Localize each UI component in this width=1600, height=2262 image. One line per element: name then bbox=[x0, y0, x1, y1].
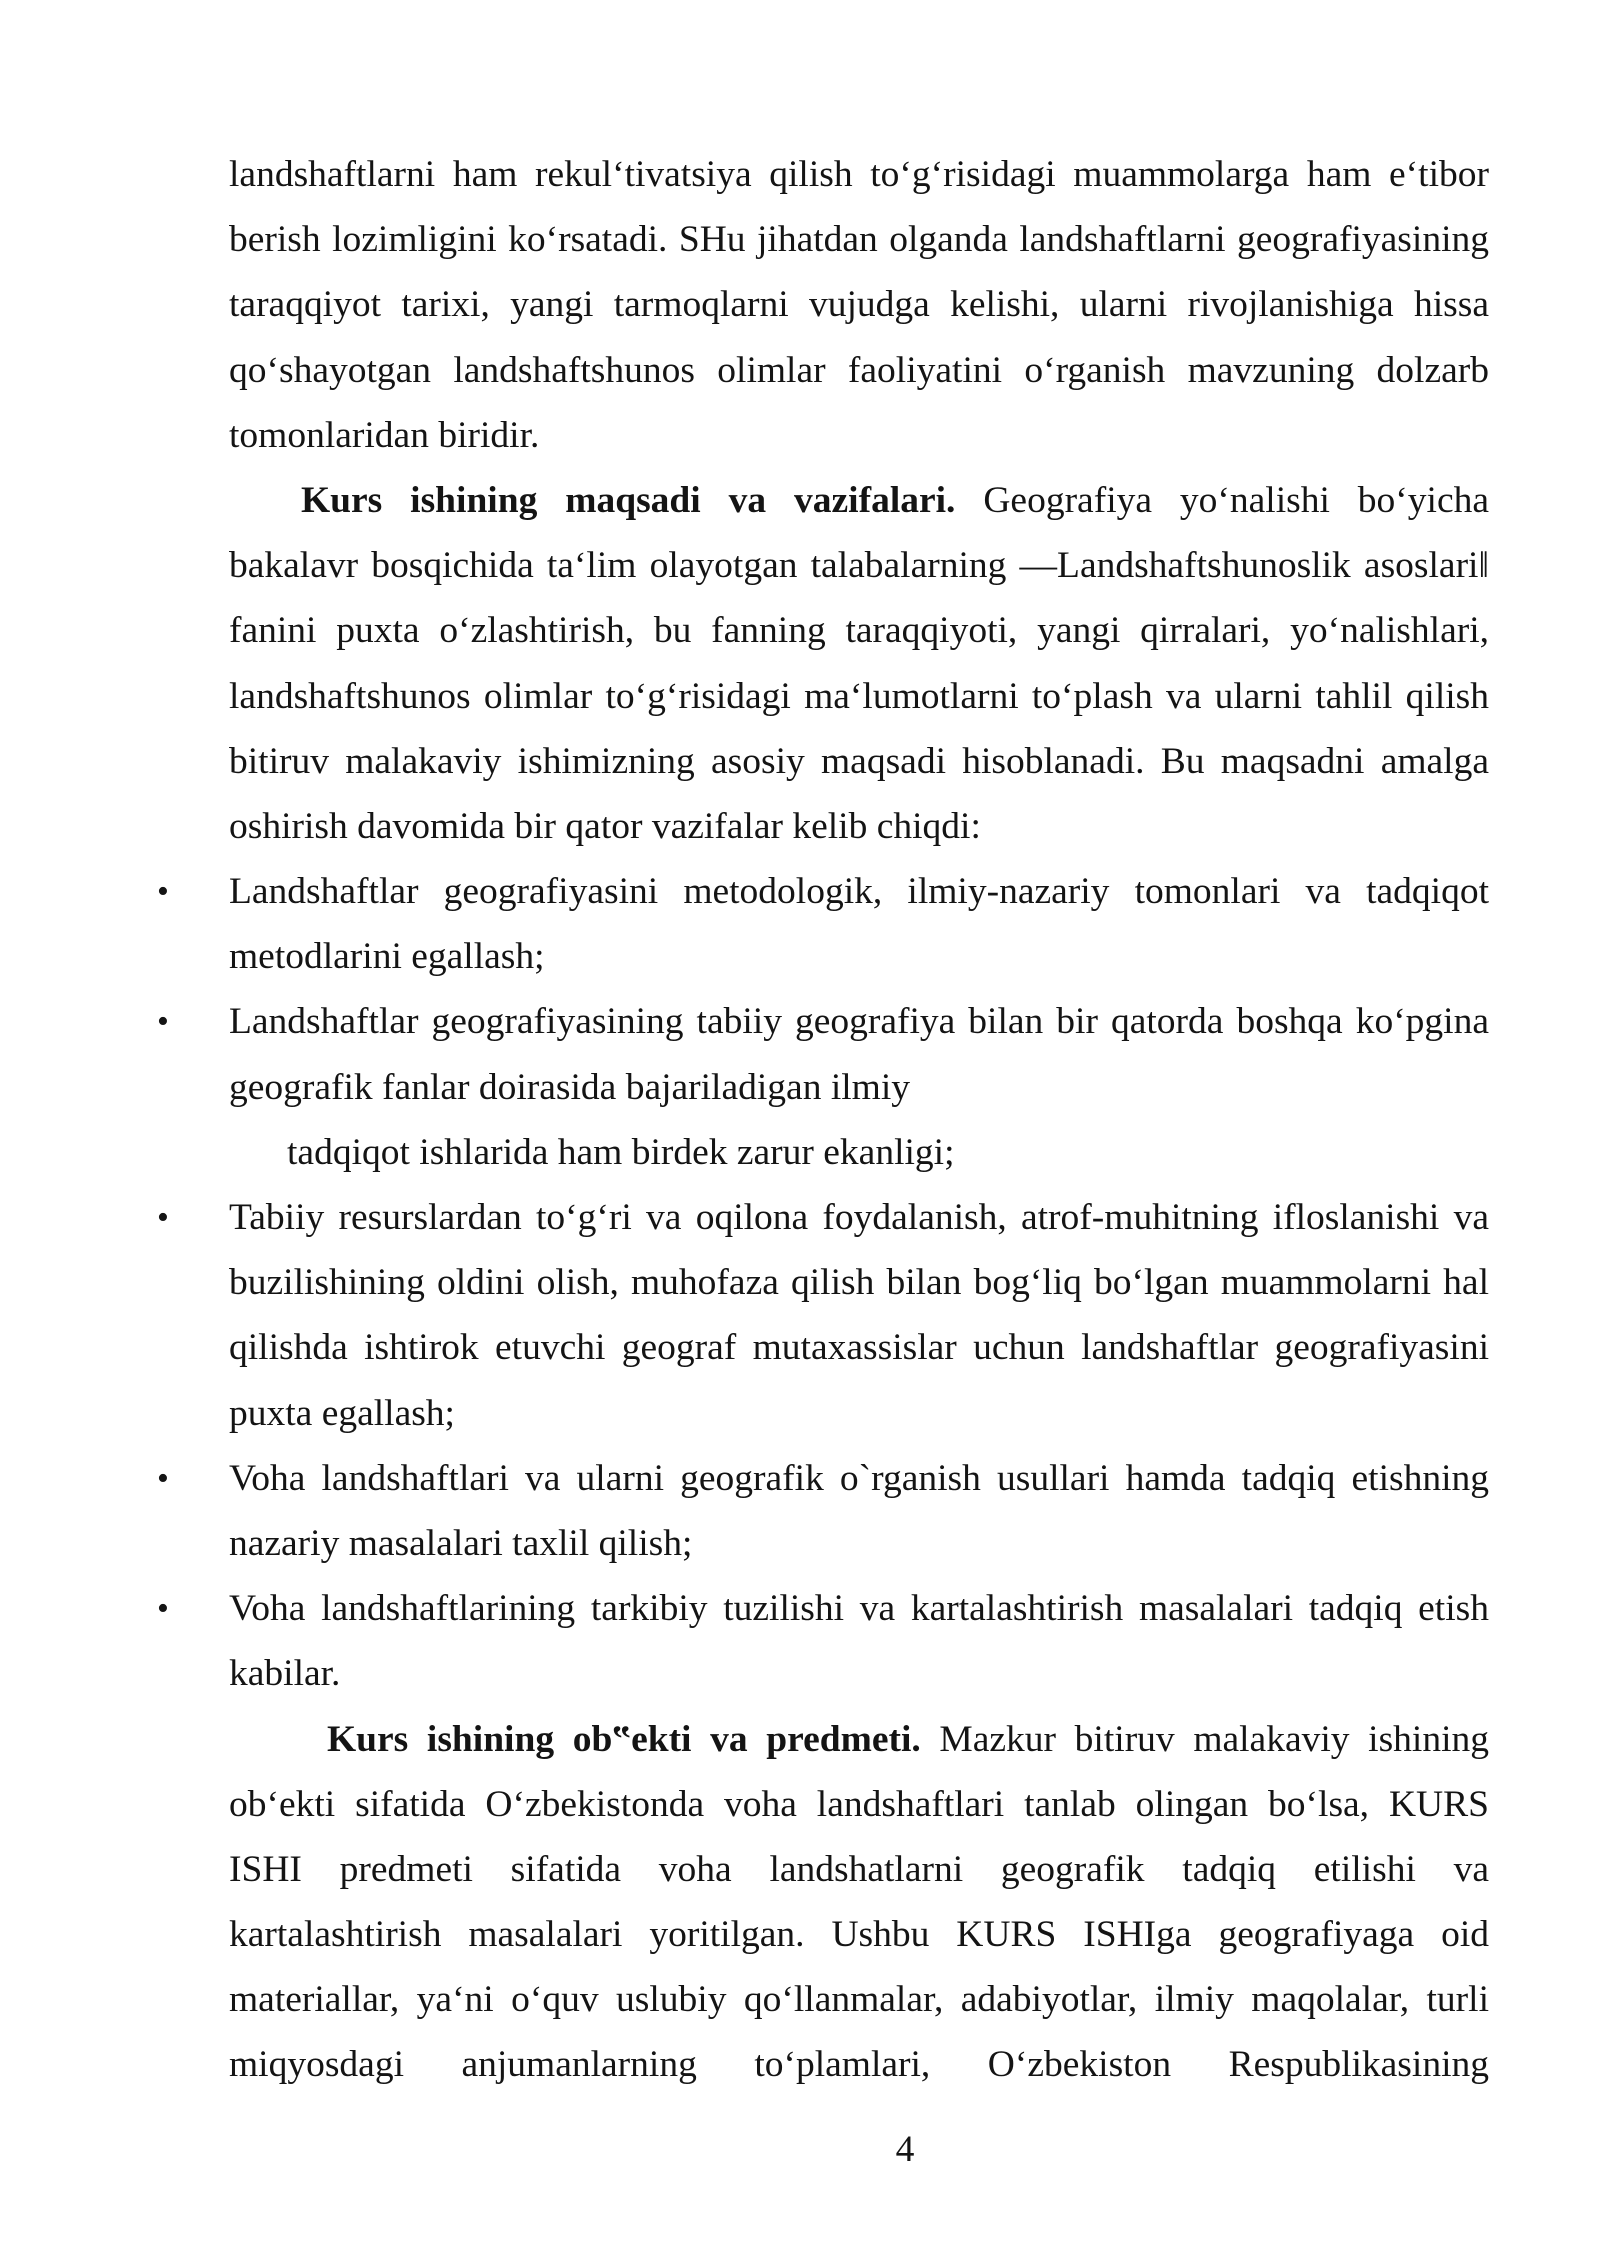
text-run: Geografiya yo‘nalishi bo‘yicha bbox=[983, 479, 1489, 521]
text-line: Tabiiy resurslardan to‘g‘ri va oqilona foydalanish, atrof-muhitning ifloslanishi va bbox=[229, 1197, 1489, 1238]
intro-paragraph bbox=[229, 142, 1489, 468]
text-line: kabilar. bbox=[229, 1653, 341, 1695]
text-line: fanini puxta o‘zlashtirish, bu fanning taraqqiyoti, yangi qirralari, yo‘nalishlari, bbox=[229, 610, 1489, 652]
goals-paragraph bbox=[229, 468, 1489, 859]
text-line: Landshaftlar geografiyasining tabiiy geografiya bilan bir qatorda boshqa ko‘pgina bbox=[229, 1001, 1489, 1043]
text-line: landshaftshunos olimlar to‘g‘risidagi ma‘lumotlarni to‘plash va ularni tahlil qilish bbox=[229, 675, 1489, 717]
bullet-marker: • bbox=[157, 1199, 169, 1236]
text-line: geografik fanlar doirasida bajariladigan ilmiy bbox=[229, 1066, 910, 1108]
text-line: tomonlaridan biridir. bbox=[229, 414, 540, 456]
heading-line bbox=[229, 1707, 1489, 1772]
text-line: bitiruv malakaviy ishimizning asosiy maqsadi hisoblanadi. Bu maqsadni amalga bbox=[229, 740, 1489, 782]
bullet-marker: • bbox=[157, 1459, 169, 1497]
task-item bbox=[157, 1576, 1489, 1706]
text-line: Landshaftlar geografiyasini metodologik, ilmiy-nazariy tomonlari va tadqiqot bbox=[229, 871, 1489, 913]
page-body bbox=[157, 142, 1490, 2098]
task-item bbox=[157, 859, 1489, 989]
text-line: bakalavr bosqichida ta‘lim olayotgan talabalarning —Landshaftshunoslik asoslari‖ bbox=[229, 545, 1489, 587]
text-line: tadqiqot ishlarida ham birdek zarur ekanligi; bbox=[287, 1131, 955, 1173]
text-line: nazariy masalalari taxlil qilish; bbox=[229, 1522, 693, 1564]
bullet-marker: • bbox=[157, 1003, 169, 1041]
text-line: materiallar, ya‘ni o‘quv uslubiy qo‘llanmalar, adabiyotlar, ilmiy maqolalar, turli bbox=[229, 1979, 1489, 2021]
text-line: Voha landshaftlarining tarkibiy tuzilishi va kartalashtirish masalalari tadqiq etish bbox=[229, 1588, 1489, 1630]
text-line: ob‘ekti sifatida O‘zbekistonda voha landshaftlari tanlab olingan bo‘lsa, KURS bbox=[229, 1783, 1489, 1825]
text-line: qo‘shayotgan landshaftshunos olimlar faoliyatini o‘rganish mavzuning dolzarb bbox=[229, 349, 1489, 391]
task-item bbox=[157, 1446, 1489, 1576]
text-line: miqyosdagi anjumanlarning to‘plamlari, O‘zbekiston Respublikasining bbox=[229, 2044, 1489, 2086]
task-item bbox=[157, 1185, 1489, 1446]
text-line: berish lozimligini ko‘rsatadi. SHu jihatdan olganda landshaftlarni geografiyasining bbox=[229, 219, 1489, 261]
text-line: kartalashtirish masalalari yoritilgan. Ushbu KURS ISHIga geografiyaga oid bbox=[229, 1914, 1489, 1956]
text-line: ISHI predmeti sifatida voha landshatlarni geografik tadqiq etilishi va bbox=[229, 1848, 1489, 1890]
task-item bbox=[157, 989, 1489, 1185]
text-line: taraqqiyot tarixi, yangi tarmoqlarni vujudga kelishi, ularni rivojlanishiga hissa bbox=[229, 284, 1489, 326]
section-heading-object: Kurs ishining ob‟ekti va predmeti. bbox=[327, 1718, 921, 1760]
text-line: oshirish davomida bir qator vazifalar kelib chiqdi: bbox=[229, 805, 981, 847]
section-heading-goals: Kurs ishining maqsadi va vazifalari. bbox=[301, 479, 956, 521]
object-paragraph bbox=[229, 1707, 1489, 2098]
text-line: qilishda ishtirok etuvchi geograf mutaxassislar uchun landshaftlar geografiyasini bbox=[229, 1327, 1489, 1369]
text-line: metodlarini egallash; bbox=[229, 936, 545, 978]
bullet-marker: • bbox=[157, 1590, 169, 1628]
text-run: Mazkur bitiruv malakaviy ishining bbox=[939, 1718, 1490, 1760]
text-line: Voha landshaftlari va ularni geografik o`rganish usullari hamda tadqiq etishning bbox=[229, 1457, 1489, 1499]
task-list bbox=[157, 859, 1489, 1706]
heading-line bbox=[229, 468, 1489, 533]
text-line: buzilishining oldini olish, muhofaza qilish bilan bog‘liq bo‘lgan muammolarni hal bbox=[229, 1262, 1489, 1304]
text-line: puxta egallash; bbox=[229, 1392, 455, 1434]
bullet-marker: • bbox=[157, 873, 169, 911]
page-number: 4 bbox=[895, 2129, 915, 2170]
text-line: landshaftlarni ham rekul‘tivatsiya qilish to‘g‘risidagi muammolarga ham e‘tibor bbox=[229, 154, 1489, 195]
